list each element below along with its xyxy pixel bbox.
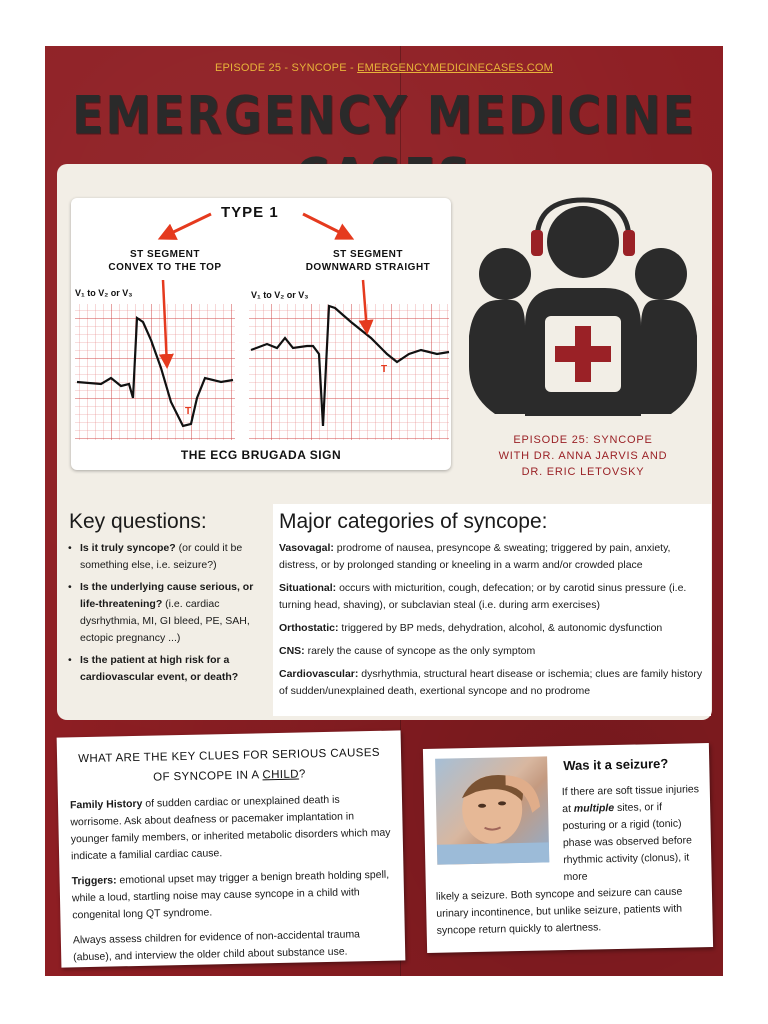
family-history-paragraph [70,791,391,866]
question-text: (i.e. cardiac dysrhythmia, MI, GI bleed, PE, SAH, ectopic pregnancy ...) [80,598,250,644]
seizure-text-2: likely a seizure. Both syncope and seizure can cause urinary incontinence, but unlike seizure, patients with syncope return quickly to alertness. [435,885,683,937]
emc-logo [465,196,701,426]
category-item [273,666,711,700]
seizure-card [423,743,713,953]
masthead-title: EMERGENCY MEDICINE [71,83,697,146]
category-bold: Orthostatic: [279,622,339,634]
seizure-text-1c: sites, or if posturing or a rigid (tonic) phase was observed before rhythmic activity (clonus), it more [562,801,692,884]
question-bold: Is the patient at high risk for a cardiovascular event, or death? [80,654,239,683]
seizure-title: Was it a seizure? [563,755,669,774]
category-text: occurs with micturition, cough, defecation; or by carotid sinus pressure (i.e. turning head, shaving), or subclavian steal (i.e. during arm exercises) [279,582,687,611]
ecg-grid-left [75,304,235,440]
clues-title-line1: WHAT ARE THE KEY CLUES FOR SERIOUS CAUSES [78,746,381,766]
clues-title-child: CHILD [262,768,300,782]
list-item [67,652,263,686]
ecg-left-label-1: ST SEGMENT [129,249,200,260]
t-marker-right: T [381,364,388,375]
ecg-right-label [293,248,443,274]
arrow-type-left [161,214,211,238]
triggers-text: emotional upset may trigger a benign breath holding spell, while a loud, startling noise may cause syncope in a child with congenital long QT syndrome. [71,868,390,922]
arrow-type-right [303,214,351,238]
ecg-brugada-figure [71,198,451,470]
triggers-bold: Triggers: [71,874,117,888]
list-item [67,579,263,647]
ecg-left-label [95,248,235,274]
category-text: triggered by BP meds, dehydration, alcohol, & autonomic dysfunction [338,622,663,634]
category-text: rarely the cause of syncope as the only symptom [304,645,536,657]
category-bold: CNS: [279,645,305,657]
category-text: prodrome of nausea, presyncope & sweating; triggered by pain, anxiety, distress, or by prolonged standing or kneeling in a warm and/or crowded place [279,542,671,571]
seizure-text-multiple: multiple [573,802,615,815]
episode-caption-line1: EPISODE 25: SYNCOPE [513,434,653,446]
t-marker-left: T [185,406,192,417]
category-text: dysrhythmia, structural heart disease or ischemia; clues are family history of sudden/unexplained death, exertional syncope and no prodrome [279,668,703,697]
ecg-right-label-1: ST SEGMENT [332,249,403,260]
assess-paragraph: Always assess children for evidence of non-accidental trauma (abuse), and interview the older child about substance use. [72,928,361,964]
child-clues-title [69,743,390,790]
question-bold: Is the underlying cause serious, or life-threatening? [80,581,254,610]
category-item [273,620,711,637]
episode-caption-line3: DR. ERIC LETOVSKY [521,466,645,478]
question-text: (or could it be something else, i.e. seizure?) [80,542,243,571]
triggers-paragraph [71,867,392,925]
episode-caption [465,432,701,480]
ecg-graphic [71,198,451,470]
category-bold: Cardiovascular: [279,668,359,680]
family-history-bold: Family History [69,797,143,812]
question-bold: Is it truly syncope? [80,542,176,554]
website-link[interactable]: EMERGENCYMEDICINECASES.COM [357,62,554,74]
episode-prefix: EPISODE 25 - SYNCOPE - [214,62,358,74]
category-bold: Vasovagal: [279,542,334,554]
ecg-type-label: TYPE 1 [221,204,279,221]
categories-section [273,504,711,716]
poster-page [45,46,723,976]
ecg-right-label-2: DOWNWARD STRAIGHT [305,262,431,273]
clues-title-line2: OF SYNCOPE IN A [153,769,263,784]
child-photo-graphic [435,756,549,864]
key-questions-section [61,504,269,716]
ecg-grid-right [249,304,449,440]
family-history-text: of sudden cardiac or unexplained death is worrisome. Ask about deafness or pacemaker implantation in younger family members, or inherited metabolic disorders which may indicate a familial cardiac cause. [70,793,391,863]
child-photo [435,756,549,864]
key-questions-title: Key questions: [69,510,207,533]
key-questions-list [61,540,269,686]
seizure-text-1 [562,781,704,886]
ecg-lead-right: V₁ to V₂ or V₃ [251,290,309,300]
episode-line [45,62,723,74]
clues-title-end: ? [298,768,306,781]
categories-title: Major categories of syncope: [279,510,548,533]
category-bold: Situational: [279,582,337,594]
ecg-left-label-2: CONVEX TO THE TOP [108,262,222,273]
child-clues-card [57,730,406,967]
episode-caption-line2: WITH DR. ANNA JARVIS AND [498,450,668,462]
category-item [273,540,711,574]
seizure-text-1a: If there are soft tissue injuries at [561,783,700,816]
category-item [273,580,711,614]
ecg-footer: THE ECG BRUGADA SIGN [180,448,342,462]
category-item [273,643,711,660]
list-item [67,540,263,574]
ecg-lead-left: V₁ to V₂ or V₃ [75,288,133,298]
